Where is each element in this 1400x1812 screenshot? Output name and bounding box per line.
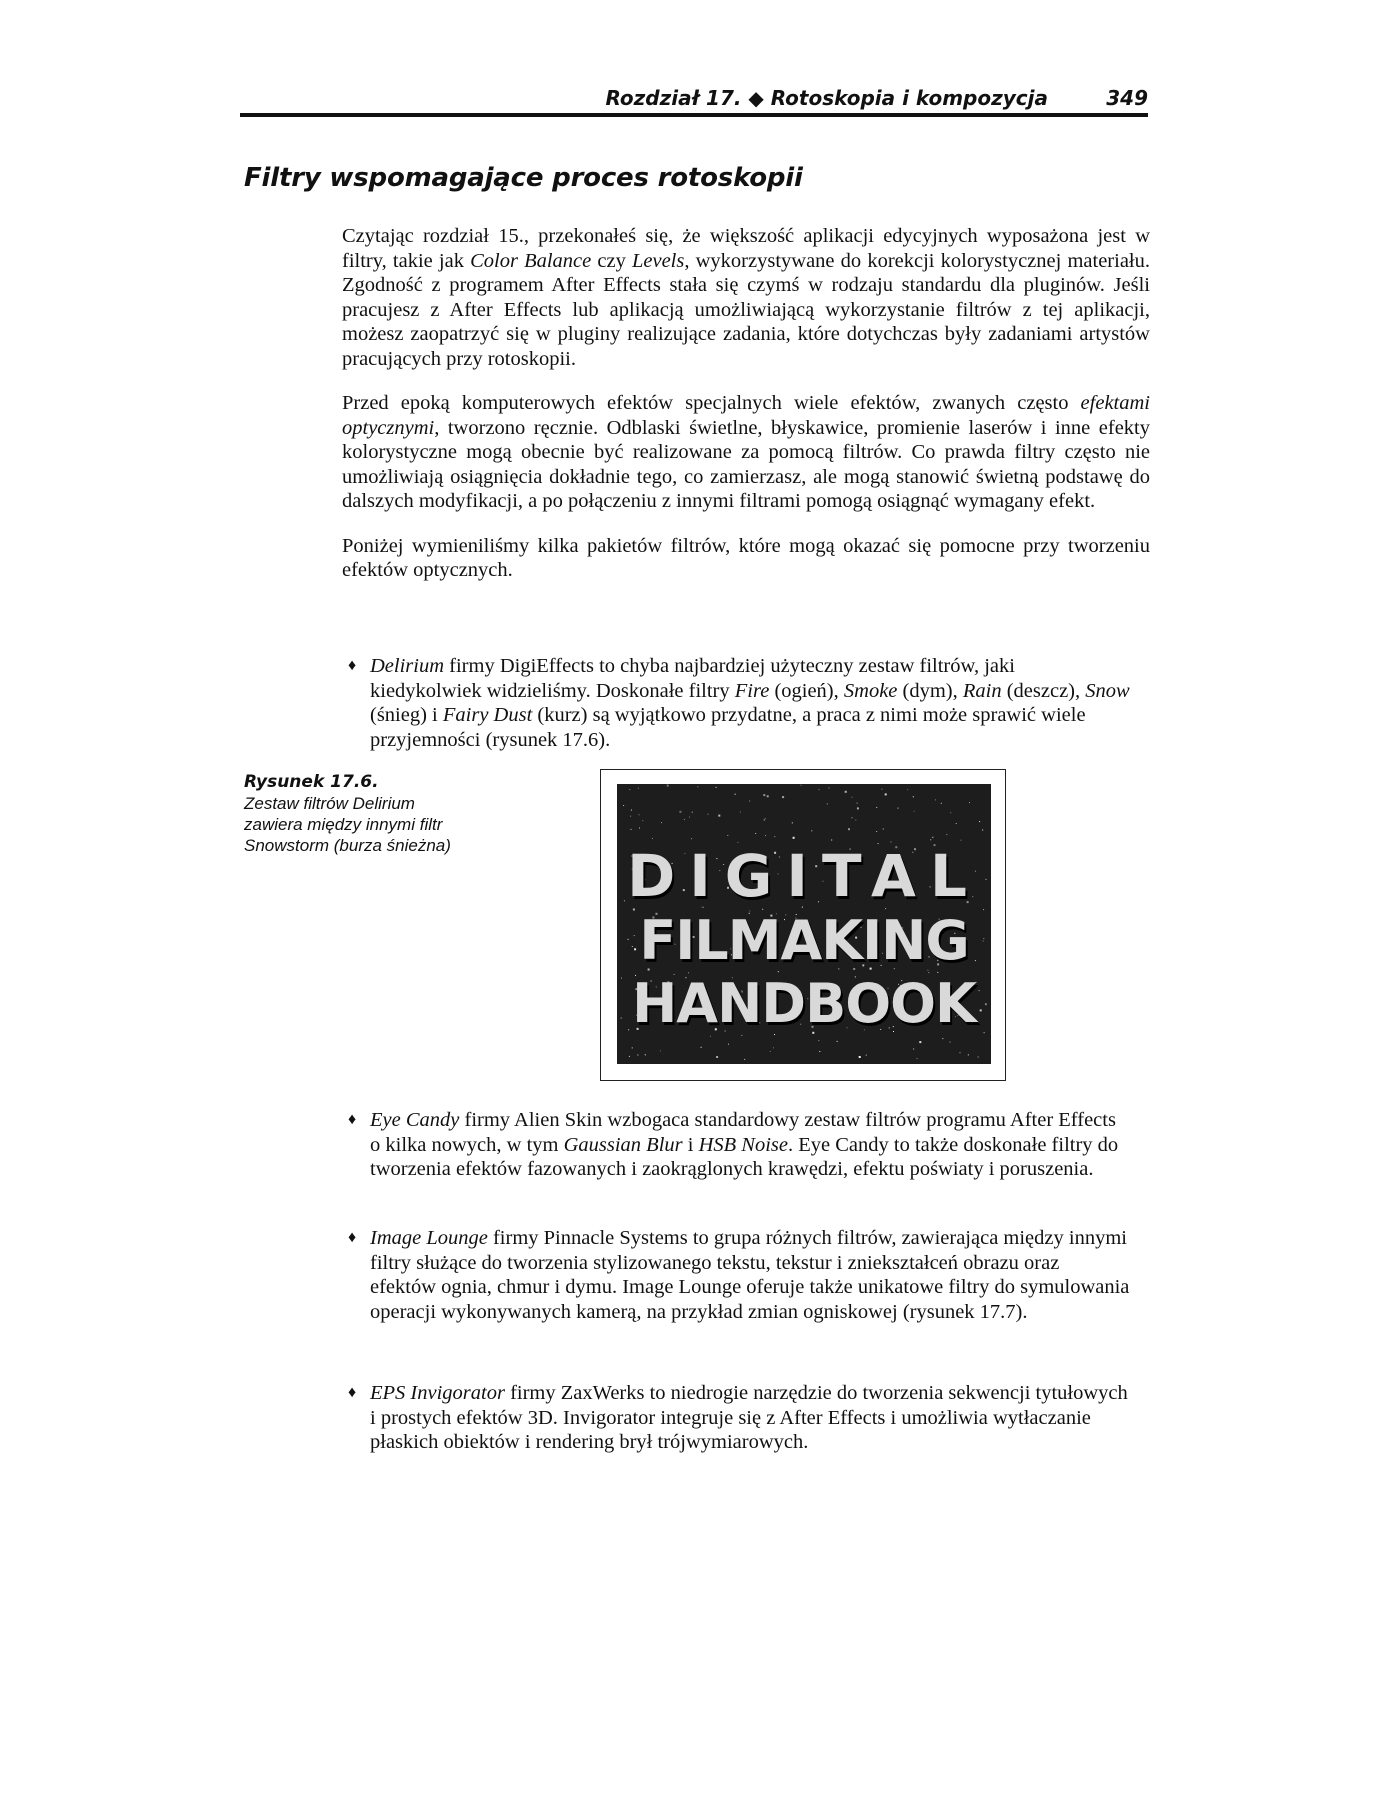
snow-flake [701, 1047, 702, 1048]
snow-flake [917, 1058, 918, 1059]
snow-flake [979, 821, 980, 822]
snow-flake [727, 835, 728, 836]
snow-flake [885, 793, 887, 795]
snow-flake [876, 807, 877, 808]
snow-flake [767, 795, 769, 797]
figure-description: Zestaw filtrów Delirium zawiera między innymi filtr Snowstorm (burza śnieżna) [244, 794, 451, 855]
snow-flake [629, 1056, 630, 1057]
snow-flake [765, 818, 766, 819]
snow-flake [632, 1047, 633, 1048]
snow-flake [679, 811, 681, 813]
snow-flake [811, 830, 812, 831]
snow-flake [774, 836, 775, 837]
body-text [342, 224, 1150, 603]
snow-flake [831, 840, 832, 841]
snow-flake [818, 1040, 819, 1041]
header-rule [240, 113, 1148, 117]
snow-flake [969, 802, 970, 803]
snow-flake [755, 833, 756, 834]
figure-number: Rysunek 17.6. [244, 772, 379, 792]
snow-flake [691, 838, 692, 839]
snow-flake [782, 796, 784, 798]
running-header [240, 84, 1148, 114]
snow-flake [935, 799, 936, 800]
snow-flake [898, 808, 899, 809]
snow-flake [919, 1041, 921, 1043]
bullet-diamond-icon: ♦ [348, 1111, 357, 1128]
snow-flake [749, 801, 750, 802]
paragraph-2: Przed epoką komputerowych efektów specjalnych wiele efektów, zwanych często efektami optycznymi, tworzono ręcznie. Odblaski świetlne, błyskawice, promienie laserów i inne efekty kolorystyczne mogą obecnie być realizowane za pomocą filtrów. Co prawda filtry często nie umożliwiają osiągnięcia dokładnie tego, co zamierzasz, ale mogą stanowić świetną podstawę do dalszych modyfikacji, a po połączeniu z innymi filtrami pomogą osiągnąć wymagany efekt. [342, 392, 1150, 512]
figure-caption [244, 772, 474, 856]
snow-flake [728, 1044, 729, 1045]
snow-flake [637, 1055, 638, 1056]
snow-flake [866, 1055, 867, 1056]
snow-flake [708, 814, 709, 815]
snow-flake [913, 1049, 914, 1050]
snow-flake [837, 1041, 838, 1042]
figure-line-3: HANDBOOK [632, 972, 976, 1035]
snow-flake [793, 837, 795, 839]
snow-flake [770, 1051, 771, 1052]
figure-dark-panel [617, 784, 991, 1064]
snow-flake [857, 803, 858, 804]
snow-flake [956, 823, 957, 824]
snow-flake [800, 785, 801, 786]
figure-line-1: DIGITAL [627, 842, 981, 910]
snow-flake [950, 1042, 951, 1043]
snow-flake [851, 797, 852, 798]
snow-flake [645, 1054, 646, 1055]
snow-flake [942, 1038, 943, 1039]
snow-flake [883, 829, 884, 830]
snow-flake [639, 814, 640, 815]
list-item-text: Eye Candy firmy Alien Skin wzbogaca standardowy zestaw filtrów programu After Effects o kilka nowych, w tym Gaussian Blur i HSB Noise. Eye Candy to także doskonałe filtry do tworzenia efektów fazowanych i zaokrąglonych krawędzi, efektu poświaty i poruszenia. [370, 1109, 1119, 1180]
snow-flake [697, 786, 698, 787]
snow-flake [930, 839, 931, 840]
snow-flake [623, 805, 624, 806]
snow-flake [710, 1036, 711, 1037]
snow-flake [882, 789, 883, 790]
snow-flake [689, 817, 690, 818]
snow-flake [829, 788, 830, 789]
snow-flake [763, 794, 765, 796]
snow-flake [716, 1056, 718, 1058]
snow-flake [661, 822, 662, 823]
snow-flake [907, 789, 908, 790]
page-number: 349 [1106, 86, 1148, 110]
snow-flake [638, 788, 639, 789]
snow-flake [735, 794, 736, 795]
bullet-diamond-icon: ♦ [348, 1384, 357, 1401]
snow-flake [718, 815, 720, 817]
snow-flake [848, 828, 850, 830]
bullet-diamond-icon: ♦ [348, 1229, 357, 1246]
list-item-text: EPS Invigorator firmy ZaxWerks to niedrogie narzędzie do tworzenia sekwencji tytułowych i prostych efektów 3D. Invigorator integruje się z After Effects i umożliwia wytłaczanie płaskich obiektów i rendering brył trójwymiarowych. [370, 1382, 1128, 1453]
snow-flake [855, 820, 856, 821]
snow-flake [792, 822, 793, 823]
snow-flake [857, 807, 859, 809]
list-item-text: Image Lounge firmy Pinnacle Systems to grupa różnych filtrów, zawierająca między innymi filtry służące do tworzenia stylizowanego tekstu, tekstur i zniekształceń obrazu oraz efektów ognia, chmur i dymu. Image Lounge oferuje także unikatowe filtry do symulowania operacji wykonywanych kamerą, na przykład zmian ogniskowej (rysunek 17.7). [370, 1227, 1130, 1323]
snow-flake [744, 1059, 745, 1060]
snow-flake [982, 830, 983, 831]
figure-image [600, 769, 1006, 1081]
paragraph-1: Czytając rozdział 15., przekonałeś się, że większość aplikacji edycyjnych wyposażona jest w filtry, takie jak Color Balance czy Levels, wykorzystywane do korekcji kolorystycznej materiału. Zgodność z programem After Effects stała się czymś w rodzaju standardu dla pluginów. Jeśli pracujesz z After Effects lub aplikacją umożliwiającą wykorzystanie filtrów z tej aplikacji, możesz zaopatrzyć się w pluginy realizujące zadania, które dotychczas były zadaniami artystów pracujących przy rotoskopii. [342, 225, 1150, 370]
snow-flake [950, 812, 951, 813]
snow-flake [932, 837, 933, 838]
snow-flake [941, 803, 942, 804]
snow-flake [968, 1054, 969, 1055]
snow-flake [852, 817, 853, 818]
snow-flake [819, 789, 820, 790]
paragraph-3: Poniżej wymieniliśmy kilka pakietów filtrów, które mogą okazać się pomocne przy tworzeniu efektów optycznych. [342, 534, 1150, 581]
snow-flake [667, 785, 669, 787]
snow-flake [692, 812, 693, 813]
snow-flake [978, 1057, 979, 1058]
snow-flake [631, 810, 632, 811]
snow-flake [630, 816, 631, 817]
snow-flake [960, 1052, 961, 1053]
snow-flake [946, 834, 947, 835]
snow-flake [639, 828, 640, 829]
snow-flake [716, 787, 717, 788]
snow-flake [773, 1047, 774, 1048]
snow-flake [631, 829, 632, 830]
list-item-text: Delirium firmy DigiEffects to chyba najbardziej użyteczny zestaw filtrów, jaki kiedykolwiek widzieliśmy. Doskonałe filtry Fire (ogień), Smoke (dym), Rain (deszcz), Snow (śnieg) i Fairy Dust (kurz) są wyjątkowo przydatne, a praca z nimi może sprawić wiele przyjemności (rysunek 17.6). [370, 655, 1130, 751]
snow-flake [827, 803, 828, 804]
snow-flake [960, 840, 961, 841]
snow-flake [765, 835, 766, 836]
section-title: Filtry wspomagające proces rotoskopii [244, 163, 803, 193]
snow-flake [741, 1035, 742, 1036]
snow-flake [859, 1056, 861, 1058]
snow-flake [684, 819, 685, 820]
snow-flake [913, 796, 914, 797]
snow-flake [845, 791, 847, 793]
snow-flake [642, 820, 643, 821]
figure-line-2: FILMAKING [639, 909, 969, 972]
snow-flake [629, 789, 630, 790]
chapter-title: Rozdział 17. ◆ Rotoskopia i kompozycja [605, 86, 1048, 110]
bullet-diamond-icon: ♦ [348, 657, 357, 674]
snow-flake [652, 838, 653, 839]
snow-flake [764, 820, 765, 821]
snow-flake [740, 812, 741, 813]
snow-flake [819, 1051, 820, 1052]
snow-flake [914, 811, 915, 812]
snow-flake [876, 831, 877, 832]
snow-flake [660, 1050, 661, 1051]
